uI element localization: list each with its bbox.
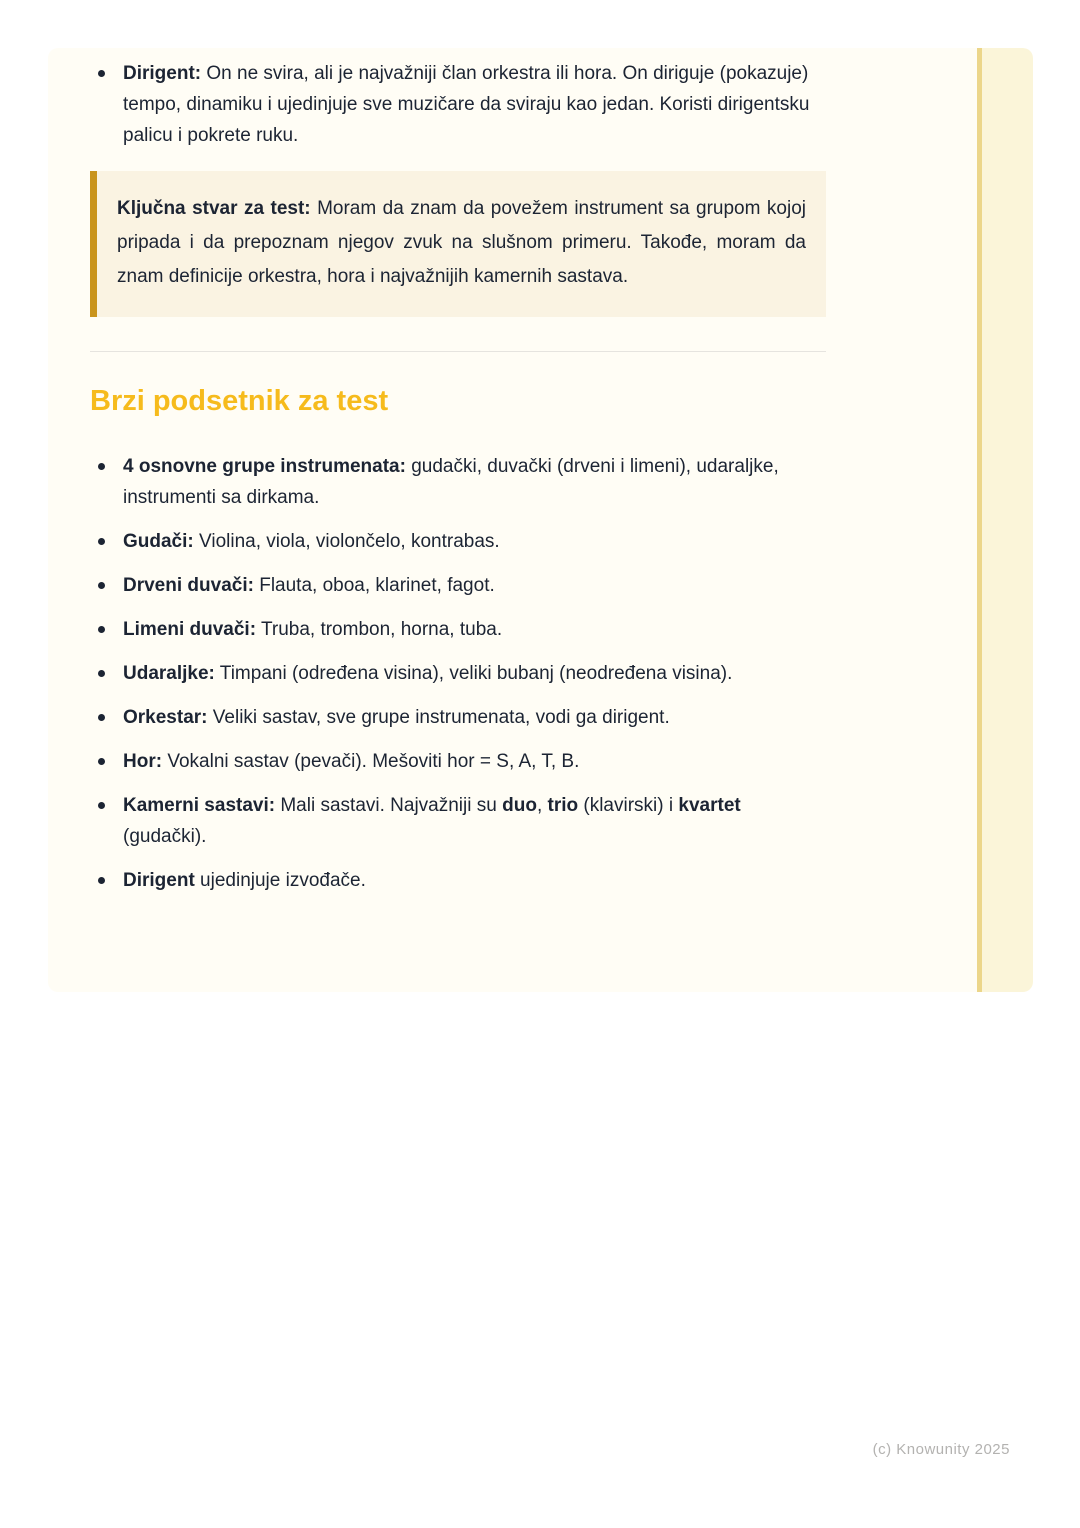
- list-item: [90, 702, 826, 733]
- callout-accent-bar: [90, 171, 97, 317]
- bullet-dot-icon: [98, 463, 105, 470]
- top-bullet-list: [90, 58, 826, 151]
- list-item: [90, 526, 826, 557]
- bullet-dot-icon: [98, 670, 105, 677]
- section-divider: [90, 351, 826, 352]
- list-item-text: Udaraljke: Timpani (određena visina), veliki bubanj (neodređena visina).: [123, 663, 733, 684]
- right-margin-stripe: [977, 48, 1033, 992]
- list-item: [90, 451, 826, 513]
- bullet-dot-icon: [98, 802, 105, 809]
- list-item: [90, 614, 826, 645]
- list-item-text: Dirigent ujedinjuje izvođače.: [123, 870, 366, 891]
- list-item-text: Drveni duvači: Flauta, oboa, klarinet, fagot.: [123, 575, 495, 596]
- bullet-dot-icon: [98, 582, 105, 589]
- note-card: [48, 48, 1033, 992]
- callout-box: [90, 171, 826, 317]
- bullet-dot-icon: [98, 758, 105, 765]
- list-item-text: Hor: Vokalni sastav (pevači). Mešoviti hor = S, A, T, B.: [123, 751, 580, 772]
- callout-body: [97, 171, 826, 317]
- list-item-text: Dirigent: On ne svira, ali je najvažniji član orkestra ili hora. On diriguje (pokazuje) tempo, dinamiku i ujedinjuje sve muzičare da sviraju kao jedan. Koristi dirigentsku palicu i pokrete ruku.: [123, 63, 810, 146]
- content-column: [90, 58, 826, 909]
- list-item: [90, 790, 826, 852]
- section-title: Brzi podsetnik za test: [90, 385, 389, 417]
- list-item: [90, 58, 826, 151]
- list-item: [90, 570, 826, 601]
- callout-text: Ključna stvar za test: Moram da znam da povežem instrument sa grupom kojoj pripada i da prepoznam njegov zvuk na slušnom primeru. Takođe, moram da znam definicije orkestra, hora i najvažnijih kamernih sastava.: [117, 198, 806, 287]
- list-item: [90, 865, 826, 896]
- list-item-text: Gudači: Violina, viola, violončelo, kontrabas.: [123, 531, 500, 552]
- list-item-text: 4 osnovne grupe instrumenata: gudački, duvački (drveni i limeni), udaraljke, instrumenti sa dirkama.: [123, 456, 779, 508]
- bullet-dot-icon: [98, 714, 105, 721]
- bullet-dot-icon: [98, 877, 105, 884]
- list-item-text: Orkestar: Veliki sastav, sve grupe instrumenata, vodi ga dirigent.: [123, 707, 670, 728]
- list-item: [90, 658, 826, 689]
- bullet-dot-icon: [98, 70, 105, 77]
- list-item: [90, 746, 826, 777]
- list-item-text: Kamerni sastavi: Mali sastavi. Najvažniji su duo, trio (klavirski) i kvartet (gudački).: [123, 795, 741, 847]
- bullet-dot-icon: [98, 538, 105, 545]
- bullet-dot-icon: [98, 626, 105, 633]
- main-bullet-list: [90, 451, 826, 896]
- list-item-text: Limeni duvači: Truba, trombon, horna, tuba.: [123, 619, 503, 640]
- footer-copyright: (c) Knowunity 2025: [872, 1441, 1010, 1458]
